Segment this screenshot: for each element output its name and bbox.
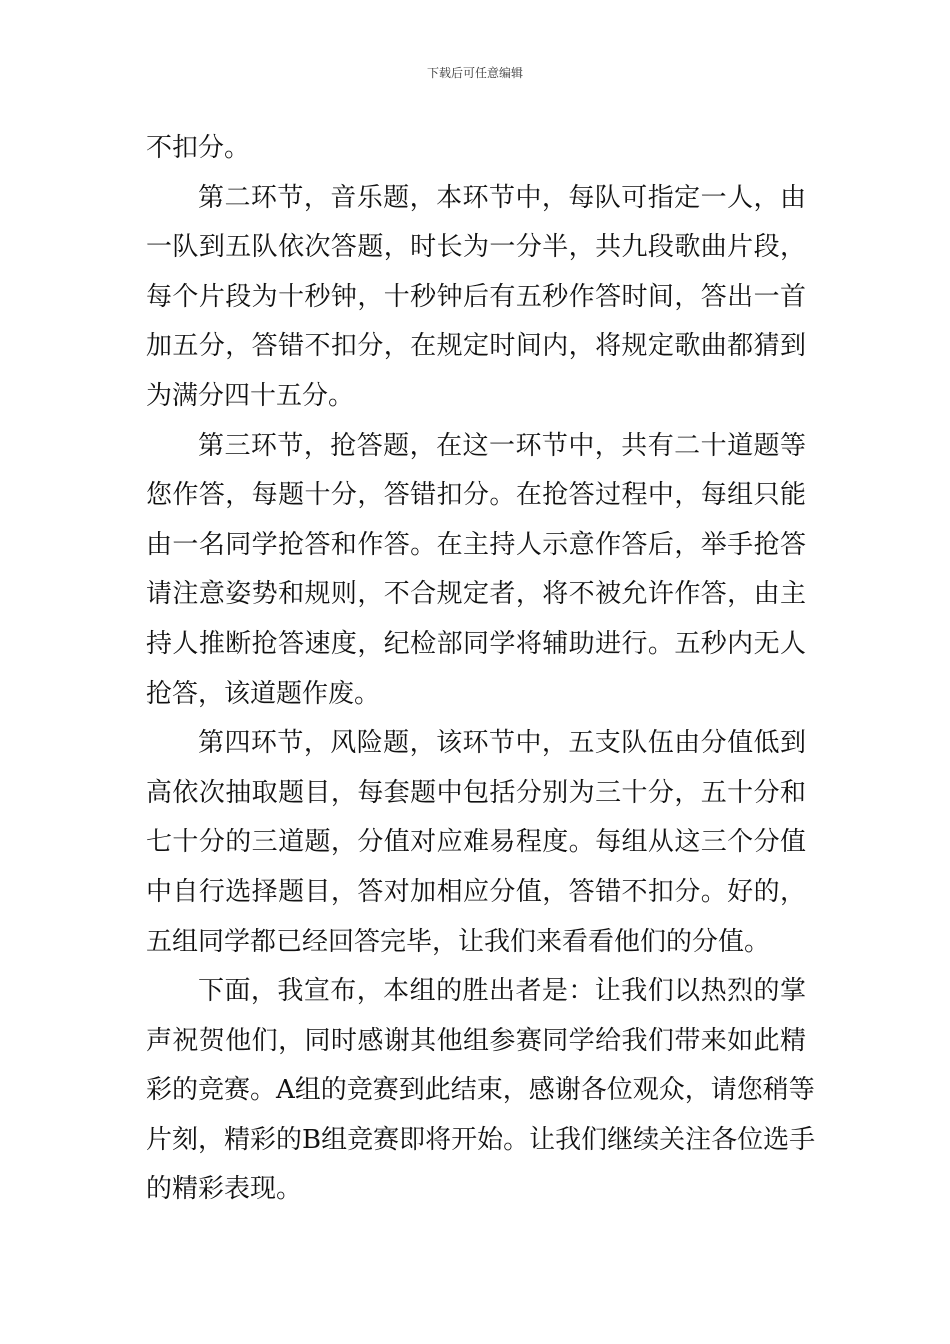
body-text-line: 高依次抽取题目，每套题中包括分别为三十分，五十分和 xyxy=(146,777,806,808)
body-text-line: 第四环节，风险题，该环节中，五支队伍由分值低到 xyxy=(198,728,806,759)
body-text-line: 片刻，精彩的B组竞赛即将开始。让我们继续关注各位选手 xyxy=(146,1124,816,1155)
body-text-line: 第三环节，抢答题，在这一环节中，共有二十道题等 xyxy=(198,430,806,461)
body-text-line: 一队到五队依次答题，时长为一分半，共九段歌曲片段， xyxy=(146,232,806,263)
body-text-line: 请注意姿势和规则，不合规定者，将不被允许作答，由主 xyxy=(146,579,806,610)
body-text-line: 加五分，答错不扣分，在规定时间内，将规定歌曲都猜到 xyxy=(146,331,806,362)
body-text-line: 中自行选择题目，答对加相应分值，答错不扣分。好的， xyxy=(146,876,806,907)
document-body xyxy=(146,124,816,1215)
body-text-line: 第二环节，音乐题，本环节中，每队可指定一人，由 xyxy=(198,182,806,213)
body-text-line: 声祝贺他们，同时感谢其他组参赛同学给我们带来如此精 xyxy=(146,1025,806,1056)
body-text-line: 七十分的三道题，分值对应难易程度。每组从这三个分值 xyxy=(146,827,806,858)
body-text-line: 不扣分。 xyxy=(146,133,251,163)
body-text-line: 下面，我宣布，本组的胜出者是：让我们以热烈的掌 xyxy=(198,976,806,1007)
body-text-line: 抢答，该道题作废。 xyxy=(146,678,381,709)
page-header: 下载后可任意编辑 xyxy=(426,66,523,80)
body-text-line: 彩的竞赛。A组的竞赛到此结束，感谢各位观众，请您稍等 xyxy=(146,1075,815,1106)
body-text-line: 的精彩表现。 xyxy=(146,1174,303,1205)
body-text-line: 每个片段为十秒钟，十秒钟后有五秒作答时间，答出一首 xyxy=(146,281,806,312)
body-text-line: 持人推断抢答速度，纪检部同学将辅助进行。五秒内无人 xyxy=(146,628,806,659)
body-text-line: 为满分四十五分。 xyxy=(146,380,355,411)
body-text-line: 由一名同学抢答和作答。在主持人示意作答后，举手抢答 xyxy=(146,529,806,560)
body-text-line: 您作答，每题十分，答错扣分。在抢答过程中，每组只能 xyxy=(146,480,806,511)
body-text-line: 五组同学都已经回答完毕，让我们来看看他们的分值。 xyxy=(146,926,771,957)
